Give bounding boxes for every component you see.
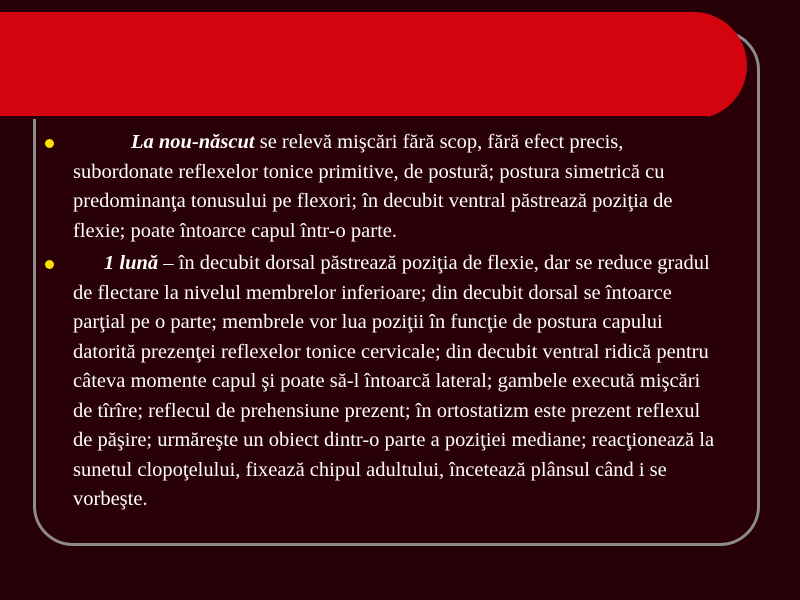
bullet-term: 1 lună xyxy=(104,252,159,274)
title-underline xyxy=(0,116,708,119)
bullet-dot-icon xyxy=(45,260,54,269)
bullet-text: – în decubit dorsal păstrează poziţia de flexie, dar se reduce gradul de flectare la nivelul membrelor inferioare; din decubit dorsal se întoarce parţial pe o parte; membrele vor lua poziţii în funcţie de postura capului datorită prezenţei reflexelor tonice cervicale; din decubit ventral ridică pentru câteva momente capul şi poate să-l întoarcă lateral; gambele execută mişcări de tîrîre; reflecul de prehensiune prezent; în ortostatizm este prezent reflexul de păşire; urmăreşte un obiect dintr-o parte a poziţiei mediane; reacţionează la sunetul clopoţelului, fixează chipul adultului, încetează plânsul când i se vorbeşte. xyxy=(73,252,715,510)
bullet-list xyxy=(44,128,724,518)
bullet-item-newborn xyxy=(44,128,724,246)
bullet-item-one-month xyxy=(44,249,724,515)
bullet-term: La nou-născut xyxy=(131,131,255,153)
bullet-dot-icon xyxy=(45,139,54,148)
bullet-text: se relevă mişcări fără scop, fără efect precis, subordonate reflexelor tonice primitive, de postură; postura simetrică cu predominanţa tonusului pe flexori; în decubit ventral păstrează poziţia de flexie; poate întoarce capul într-o parte. xyxy=(73,131,673,242)
title-band xyxy=(0,12,747,119)
